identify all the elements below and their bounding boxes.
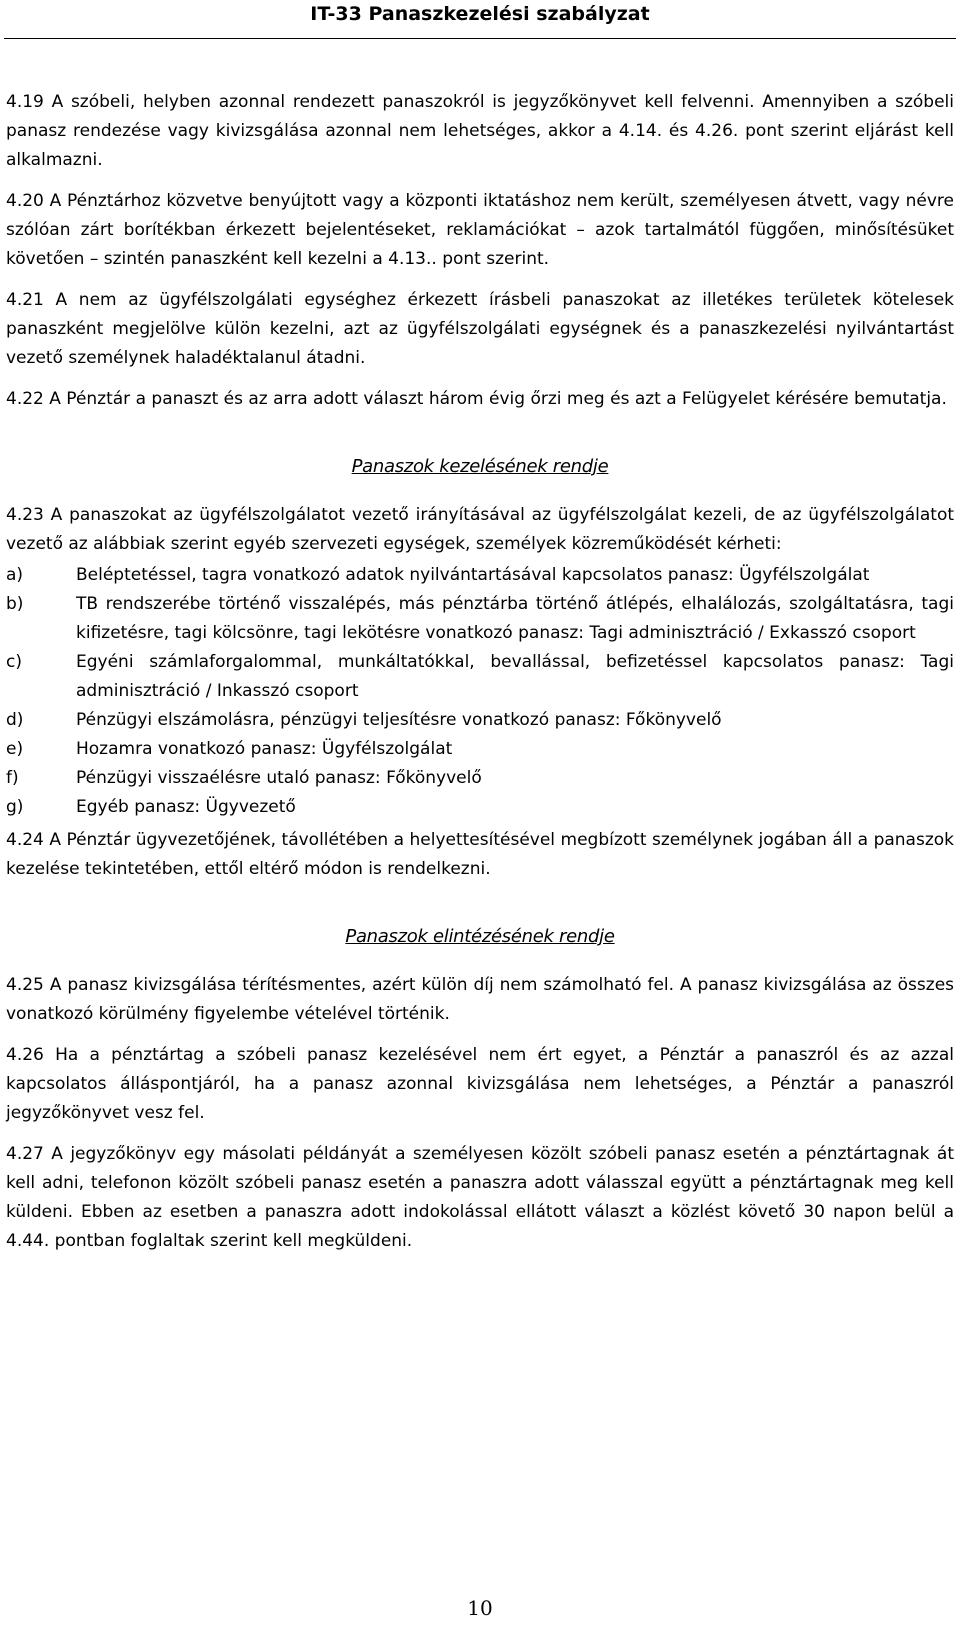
list-item — [6, 706, 954, 735]
paragraph-number: 4.24 — [6, 830, 44, 850]
responsibility-list — [6, 561, 954, 822]
list-marker: g) — [6, 797, 24, 817]
section-heading-elintezes: Panaszok elintézésének rendje — [345, 926, 615, 947]
section-heading-kezeles: Panaszok kezelésének rendje — [351, 456, 609, 477]
list-item — [6, 735, 954, 764]
paragraph-number: 4.21 — [6, 290, 44, 310]
paragraph-number: 4.26 — [6, 1045, 44, 1065]
paragraph-4-26 — [6, 1041, 954, 1128]
list-marker: a) — [6, 565, 24, 585]
paragraph-number: 4.22 — [6, 389, 44, 409]
paragraph-4-19 — [6, 88, 954, 175]
paragraph-number: 4.20 — [6, 191, 44, 211]
page-header — [0, 0, 960, 40]
page-number: 10 — [467, 1596, 493, 1620]
list-item-text: Egyéb panasz: Ügyvezető — [76, 797, 296, 817]
list-item — [6, 561, 954, 590]
list-marker: e) — [6, 739, 24, 759]
paragraph-text: A panasz kivizsgálása térítésmentes, azért külön díj nem számolható fel. A panasz kivizsgálása az összes vonatkozó körülmény figyelembe vételével történik. — [6, 975, 955, 1024]
paragraph-text: A nem az ügyfélszolgálati egységhez érkezett írásbeli panaszokat az illetékes területek kötelesek panaszként megjelölve külön kezelni, azt az ügyfélszolgálati egységnek és a panaszkezelési nyilvántartást vezető személynek haladéktalanul átadni. — [6, 290, 954, 368]
paragraph-4-27 — [6, 1140, 954, 1256]
paragraph-text: A panaszokat az ügyfélszolgálatot vezető irányításával az ügyfélszolgálat kezeli, de az ügyfélszolgálatot vezető az alábbiak szerint egyéb szervezeti egységek, személyek közreműködését kérheti: — [6, 505, 955, 554]
paragraph-text: A jegyzőkönyv egy másolati példányát a személyesen közölt szóbeli panasz esetén a pénztártagnak át kell adni, telefonon közölt szóbeli panasz esetén a panaszra adott válasszal együtt a pénztártagnak meg kell küldeni. Ebben az esetben a panaszra adott indokolással ellátott választ a közlést követő 30 napon belül a 4.44. pontban foglaltak szerint kell megküldeni. — [6, 1144, 954, 1251]
list-item — [6, 590, 954, 648]
paragraph-text: A Pénztár ügyvezetőjének, távollétében a helyettesítésével megbízott személynek jogában áll a panaszok kezelése tekintetében, ettől eltérő módon is rendelkezni. — [6, 830, 955, 879]
list-item-text: Pénzügyi visszaélésre utaló panasz: Főkönyvelő — [76, 768, 482, 788]
list-item-text: Hozamra vonatkozó panasz: Ügyfélszolgálat — [76, 739, 453, 759]
list-item — [6, 648, 954, 706]
paragraph-text: Ha a pénztártag a szóbeli panasz kezelésével nem ért egyet, a Pénztár a panaszról és az azzal kapcsolatos álláspontjáról, ha a panasz azonnal kivizsgálása nem lehetséges, a Pénztár a panaszról jegyzőkönyvet vesz fel. — [6, 1045, 954, 1123]
paragraph-number: 4.27 — [6, 1144, 44, 1164]
list-marker: d) — [6, 710, 24, 730]
list-marker: b) — [6, 594, 24, 614]
list-item — [6, 793, 954, 822]
paragraph-4-22 — [6, 385, 954, 414]
document-title: IT-33 Panaszkezelési szabályzat — [310, 3, 650, 25]
paragraph-4-24 — [6, 826, 954, 884]
paragraph-number: 4.25 — [6, 975, 44, 995]
list-item-text: Egyéni számlaforgalommal, munkáltatókkal, bevallással, befizetéssel kapcsolatos panasz: Tagi adminisztráció / Inkasszó csoport — [76, 652, 954, 701]
paragraph-text: A Pénztár a panaszt és az arra adott választ három évig őrzi meg és azt a Felügyelet kérésére bemutatja. — [49, 389, 947, 409]
list-item-text: TB rendszerébe történő visszalépés, más pénztárba történő átlépés, elhalálozás, szolgáltatásra, tagi kifizetésre, tagi kölcsönre, tagi lekötésre vonatkozó panasz: Tagi adminisztráció / Exkasszó csoport — [76, 594, 954, 643]
list-marker: c) — [6, 652, 22, 672]
paragraph-text: A szóbeli, helyben azonnal rendezett panaszokról is jegyzőkönyvet kell felvenni. Amennyiben a szóbeli panasz rendezése vagy kivizsgálása azonnal nem lehetséges, akkor a 4.14. és 4.26. pont szerint eljárást kell alkalmazni. — [6, 92, 954, 170]
list-item — [6, 764, 954, 793]
paragraph-4-23 — [6, 501, 954, 559]
header-divider — [4, 38, 956, 39]
document-body — [6, 88, 954, 1268]
list-marker: f) — [6, 768, 19, 788]
list-item-text: Pénzügyi elszámolásra, pénzügyi teljesítésre vonatkozó panasz: Főkönyvelő — [76, 710, 722, 730]
paragraph-number: 4.23 — [6, 505, 44, 525]
paragraph-text: A Pénztárhoz közvetve benyújtott vagy a központi iktatáshoz nem került, személyesen átvett, vagy névre szólóan zárt borítékban érkezett bejelentéseket, reklamációkat – azok tartalmától függően, minősítésüket követően – szintén panaszként kell kezelni a 4.13.. pont szerint. — [6, 191, 954, 269]
paragraph-number: 4.19 — [6, 92, 44, 112]
list-item-text: Beléptetéssel, tagra vonatkozó adatok nyilvántartásával kapcsolatos panasz: Ügyfélszolgálat — [76, 565, 870, 585]
paragraph-4-20 — [6, 187, 954, 274]
paragraph-4-25 — [6, 971, 954, 1029]
paragraph-4-21 — [6, 286, 954, 373]
